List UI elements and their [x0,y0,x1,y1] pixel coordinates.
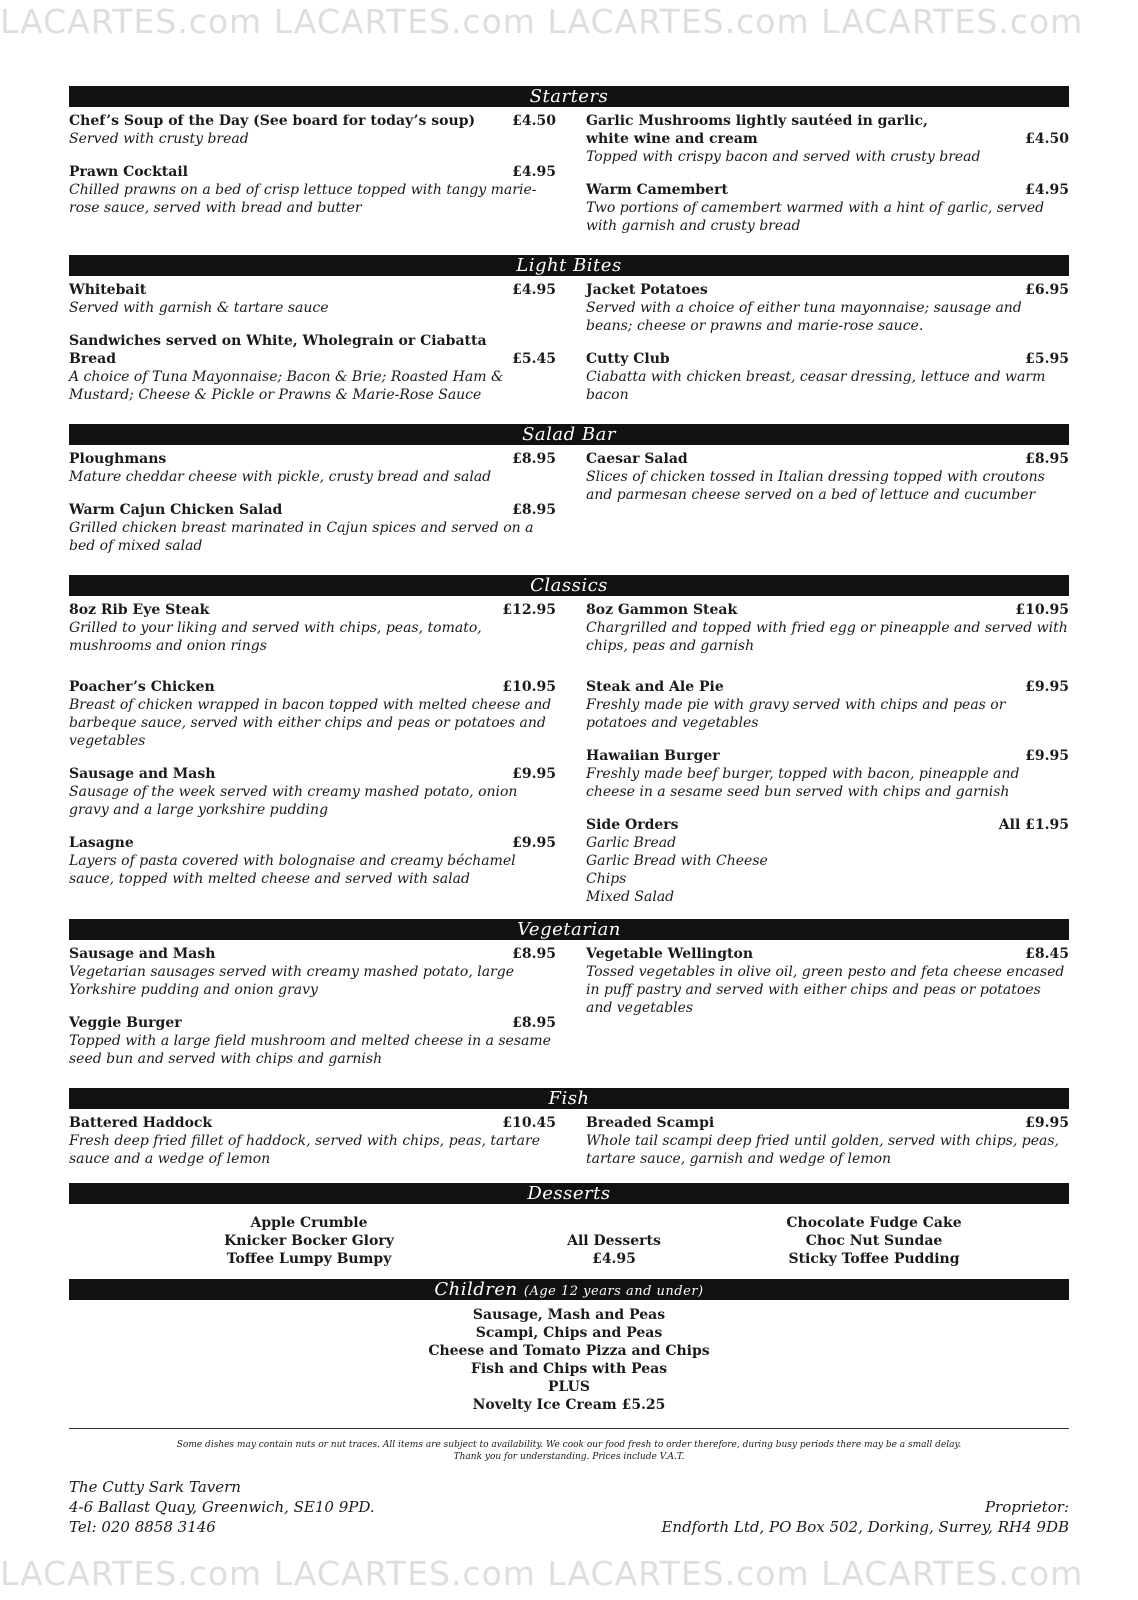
item-name: 8oz Rib Eye Steak [69,602,210,618]
desserts-list [69,1204,1069,1274]
item-price: £8.95 [512,451,556,467]
dessert-item: Chocolate Fudge Cake [786,1215,962,1231]
item-price: £5.45 [512,351,556,367]
item-description: Chargrilled and topped with fried egg or pineapple and served with chips, peas and garnish [586,620,1068,654]
item-name: Veggie Burger [69,1015,182,1031]
item-description: Freshly made pie with gravy served with chips and peas or potatoes and vegetables [586,697,1006,731]
salad-bar-columns [69,445,1069,570]
venue-name: The Cutty Sark Tavern [69,1478,241,1496]
section-header-vegetarian: Vegetarian [69,919,1069,940]
item-name: Steak and Ale Pie [586,679,724,695]
item-description: Sausage of the week served with creamy mashed potato, onion gravy and a large yorkshire pudding [69,784,518,818]
item-description: Freshly made beef burger, topped with bacon, pineapple and cheese in a sesame seed bun served with chips and garnish [586,766,1020,800]
item-description: Grilled chicken breast marinated in Cajun spices and served on a bed of mixed salad [69,520,534,554]
side-order-item: Garlic Bread with Cheese [586,853,768,869]
menu-item [69,332,556,404]
venue-phone: Tel: 020 8858 3146 [69,1518,216,1536]
item-price: £9.95 [1025,679,1069,695]
vegetarian-columns [69,940,1069,1083]
proprietor-details [661,1477,1069,1537]
item-name: Caesar Salad [586,451,688,467]
item-price: £5.95 [1025,351,1069,367]
item-name: Battered Haddock [69,1115,213,1131]
item-name: 8oz Gammon Steak [586,602,738,618]
item-description: Slices of chicken tossed in Italian dressing topped with croutons and parmesan cheese served on a bed of lettuce and cucumber [586,469,1045,503]
menu-item [586,181,1069,235]
menu-item [586,1114,1069,1168]
item-name: Cutty Club [586,351,670,367]
item-name: Sausage and Mash [69,946,216,962]
item-description: Tossed vegetables in olive oil, green pesto and feta cheese encased in puff pastry and served with either chips and peas or potatoes and vegetables [586,964,1065,1016]
item-price: £4.95 [512,282,556,298]
children-title: Children [434,1279,518,1300]
item-name: Warm Camembert [586,182,728,198]
proprietor-address: Endforth Ltd, PO Box 502, Dorking, Surrey, RH4 9DB [661,1518,1069,1536]
menu-page [69,81,1069,1537]
children-item: Fish and Chips with Peas [470,1361,668,1377]
item-price: £4.50 [1025,131,1069,147]
item-description: Fresh deep fried fillet of haddock, served with chips, peas, tartare sauce and a wedge of lemon [69,1133,540,1167]
light-bites-columns [69,276,1069,419]
menu-item [69,112,556,148]
venue-details [69,1477,375,1537]
item-name: Hawaiian Burger [586,748,720,764]
item-name: Sandwiches served on White, Wholegrain or Ciabatta Bread [69,333,487,367]
children-item: Scampi, Chips and Peas [475,1325,663,1341]
item-name: Whitebait [69,282,147,298]
item-description: Topped with crispy bacon and served with crusty bread [586,149,981,165]
dessert-item: Knicker Bocker Glory [224,1233,394,1249]
menu-item [69,501,556,555]
dessert-item: Apple Crumble [250,1215,368,1231]
item-description: Chilled prawns on a bed of crisp lettuce topped with tangy marie-rose sauce, served with bread and butter [69,182,537,216]
item-price: £9.95 [512,835,556,851]
section-header-desserts: Desserts [69,1183,1069,1204]
item-name: Warm Cajun Chicken Salad [69,502,283,518]
menu-item [586,281,1069,335]
children-subtitle: (Age 12 years and under) [523,1284,704,1299]
item-price: £9.95 [512,766,556,782]
item-price: £4.95 [512,164,556,180]
menu-item [586,945,1069,1017]
proprietor-label: Proprietor: [984,1498,1069,1516]
item-description: Grilled to your liking and served with chips, peas, tomato, mushrooms and onion rings [69,620,482,654]
item-description: Breast of chicken wrapped in bacon topped with melted cheese and barbeque sauce, served with either chips and peas or potatoes and vegetables [69,697,552,749]
item-name: Breaded Scampi [586,1115,715,1131]
menu-item [586,112,1069,166]
footer [69,1477,1069,1537]
item-description: Vegetarian sausages served with creamy mashed potato, large Yorkshire pudding and onion gravy [69,964,514,998]
item-description: Mature cheddar cheese with pickle, crusty bread and salad [69,469,492,485]
item-description: Served with a choice of either tuna mayonnaise; sausage and beans; cheese or prawns and marie-rose sauce. [586,300,1022,334]
menu-item [69,450,556,486]
item-price: £10.95 [502,679,556,695]
item-description: Two portions of camembert warmed with a hint of garlic, served with garnish and crusty bread [586,200,1045,234]
children-item: Novelty Ice Cream £5.25 [472,1397,666,1413]
item-price: £4.50 [512,113,556,129]
desserts-price-label: All Desserts £4.95 [567,1233,661,1267]
item-name: Ploughmans [69,451,167,467]
dessert-item: Sticky Toffee Pudding [788,1251,960,1267]
menu-item [69,281,556,317]
item-description: Ciabatta with chicken breast, ceasar dressing, lettuce and warm bacon [586,369,1046,403]
children-item: Sausage, Mash and Peas [472,1307,666,1323]
fish-columns [69,1109,1069,1178]
item-name: Chef’s Soup of the Day (See board for today’s soup) [69,113,476,129]
item-price: £9.95 [1025,1115,1069,1131]
item-price: £8.45 [1025,946,1069,962]
menu-item [69,163,556,217]
item-name: Sausage and Mash [69,766,216,782]
item-price: £12.95 [502,602,556,618]
menu-item [586,601,1069,655]
dessert-item: Toffee Lumpy Bumpy [226,1251,392,1267]
watermark-top: LACARTES.com LACARTES.com LACARTES.com LACARTES.com [0,2,1084,41]
item-description: Served with crusty bread [69,131,249,147]
item-name: Lasagne [69,835,134,851]
item-price: £9.95 [1025,748,1069,764]
menu-item [69,1114,556,1168]
desserts-left [69,1214,549,1268]
allergy-note [69,1429,1069,1463]
item-price: £4.95 [1025,182,1069,198]
item-description: Topped with a large field mushroom and melted cheese in a sesame seed bun and served with chips and garnish [69,1033,551,1067]
menu-item [69,834,556,888]
item-description: Layers of pasta covered with bolognaise and creamy béchamel sauce, topped with melted cheese and served with salad [69,853,516,887]
item-price: £8.95 [512,502,556,518]
section-header-children [69,1279,1069,1300]
item-price: £10.95 [1015,602,1069,618]
item-price: £8.95 [512,1015,556,1031]
side-order-item: Chips [586,871,627,887]
item-price: £8.95 [512,946,556,962]
item-price: £10.45 [502,1115,556,1131]
item-price: £6.95 [1025,282,1069,298]
item-name: Poacher’s Chicken [69,679,215,695]
children-item: PLUS [548,1379,590,1395]
menu-item [586,678,1069,732]
section-header-classics: Classics [69,575,1069,596]
section-header-fish: Fish [69,1088,1069,1109]
children-menu [69,1300,1069,1424]
menu-item [69,1014,556,1068]
side-orders [586,816,1069,906]
item-name: Jacket Potatoes [586,282,708,298]
item-name: Garlic Mushrooms lightly sautéed in garlic, [586,113,928,129]
menu-item [69,765,556,819]
item-name: white wine and cream [586,131,758,147]
menu-item [69,945,556,999]
menu-item [69,678,556,750]
section-header-salad-bar: Salad Bar [69,424,1069,445]
children-item: Cheese and Tomato Pizza and Chips [428,1343,710,1359]
menu-item [586,450,1069,504]
menu-item [586,747,1069,801]
allergy-note-line: Some dishes may contain nuts or nut traces. All items are subject to availability. We cook our food fresh to order therefore, during busy periods there may be a small delay. [176,1440,962,1450]
item-price: £8.95 [1025,451,1069,467]
menu-item [586,350,1069,404]
item-description: Served with garnish & tartare sauce [69,300,329,316]
watermark-bottom: LACARTES.com LACARTES.com LACARTES.com LACARTES.com [0,1554,1084,1593]
side-order-item: Garlic Bread [586,835,677,851]
desserts-price [549,1214,679,1268]
item-description: A choice of Tuna Mayonnaise; Bacon & Brie; Roasted Ham & Mustard; Cheese & Pickle or Prawns & Marie-Rose Sauce [69,369,504,403]
classics-columns [69,596,1069,914]
section-header-light-bites: Light Bites [69,255,1069,276]
desserts-right [679,1214,1069,1268]
item-price: All £1.95 [998,817,1069,833]
menu-item [69,601,556,655]
item-name: Side Orders [586,817,679,833]
item-name: Vegetable Wellington [586,946,754,962]
side-order-item: Mixed Salad [586,889,675,905]
section-header-starters: Starters [69,86,1069,107]
starters-columns [69,107,1069,250]
venue-address: 4-6 Ballast Quay, Greenwich, SE10 9PD. [69,1498,375,1516]
dessert-item: Choc Nut Sundae [805,1233,943,1249]
item-description: Whole tail scampi deep fried until golden, served with chips, peas, tartare sauce, garnish and wedge of lemon [586,1133,1059,1167]
item-name: Prawn Cocktail [69,164,188,180]
allergy-note-line: Thank you for understanding. Prices include V.A.T. [453,1452,685,1462]
